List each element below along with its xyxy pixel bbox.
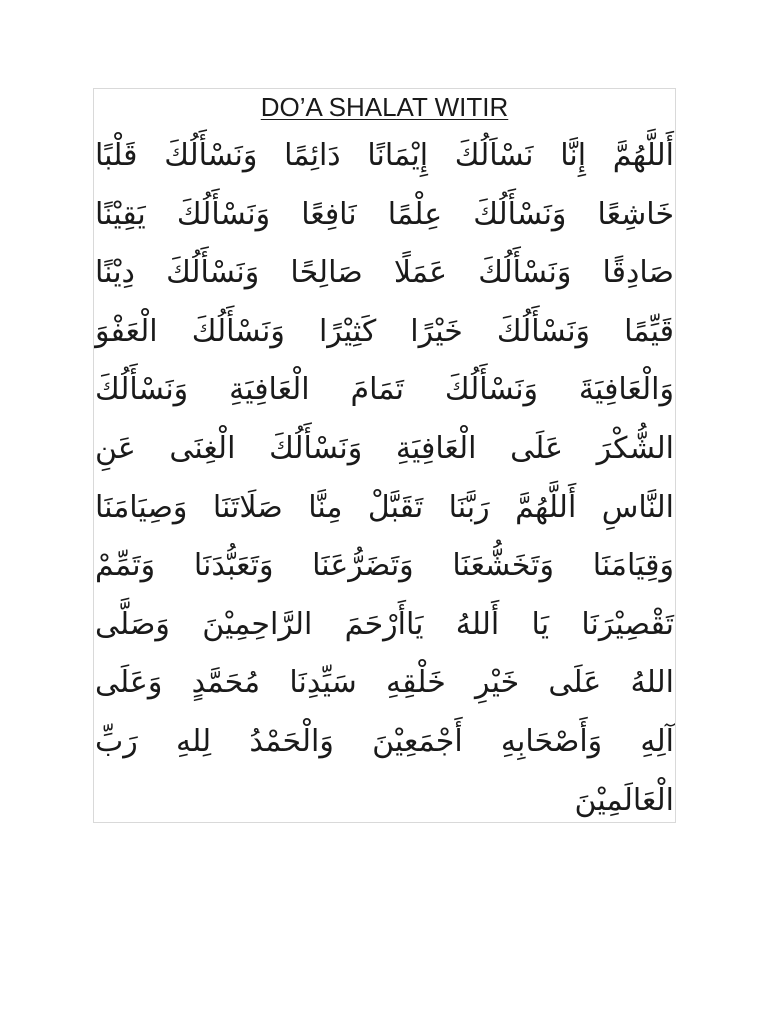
- doa-line-2: خَاشِعًا وَنَسْأَلُكَ عِلْمًا نَافِعًا وَنَسْأَلُكَ يَقِيْنًا: [95, 196, 674, 232]
- doa-line-10: اللهُ عَلَى خَيْرِ خَلْقِهِ سَيِّدِنَا مُحَمَّدٍ وَعَلَى: [95, 665, 674, 701]
- doa-line-11: آلِهِ وَأَصْحَابِهِ أَجْمَعِيْنَ وَالْحَمْدُ لِلهِ رَبِّ: [95, 723, 674, 759]
- doa-text-body: [94, 127, 675, 830]
- doa-line-6: الشُّكْرَ عَلَى الْعَافِيَةِ وَنَسْأَلُكَ الْغِنَى عَنِ: [95, 430, 674, 466]
- doa-line-12: الْعَالَمِيْنَ: [574, 782, 674, 818]
- doa-line-7: النَّاسِ أَللَّهُمَّ رَبَّنَا تَقَبَّلْ مِنَّا صَلَاتَنَا وَصِيَامَنَا: [95, 489, 674, 525]
- document-page: [93, 88, 676, 823]
- doa-line-1: أَللَّهُمَّ إِنَّا نَسْاَلُكَ إِيْمَانًا دَائِمًا وَنَسْأَلُكَ قَلْبًا: [95, 138, 674, 173]
- doa-line-8: وَقِيَامَنَا وَتَخَشُّعَنَا وَتَضَرُّعَنَا وَتَعَبُّدَنَا وَتَمِّمْ: [95, 548, 674, 584]
- doa-line-5: وَالْعَافِيَةَ وَنَسْأَلُكَ تَمَامَ الْعَافِيَةِ وَنَسْأَلُكَ: [95, 372, 674, 408]
- doa-line-4: قَيِّمًا وَنَسْأَلُكَ خَيْرًا كَثِيْرًا وَنَسْأَلُكَ الْعَفْوَ: [95, 313, 674, 349]
- doa-line-3: صَادِقًا وَنَسْأَلُكَ عَمَلًا صَالِحًا وَنَسْأَلُكَ دِيْنًا: [95, 255, 674, 291]
- doa-line-9: تَقْصِيْرَنَا يَا أَللهُ يَاأَرْحَمَ الرَّاحِمِيْنَ وَصَلَّى: [95, 606, 674, 642]
- document-title: DO’A SHALAT WITIR: [260, 92, 509, 122]
